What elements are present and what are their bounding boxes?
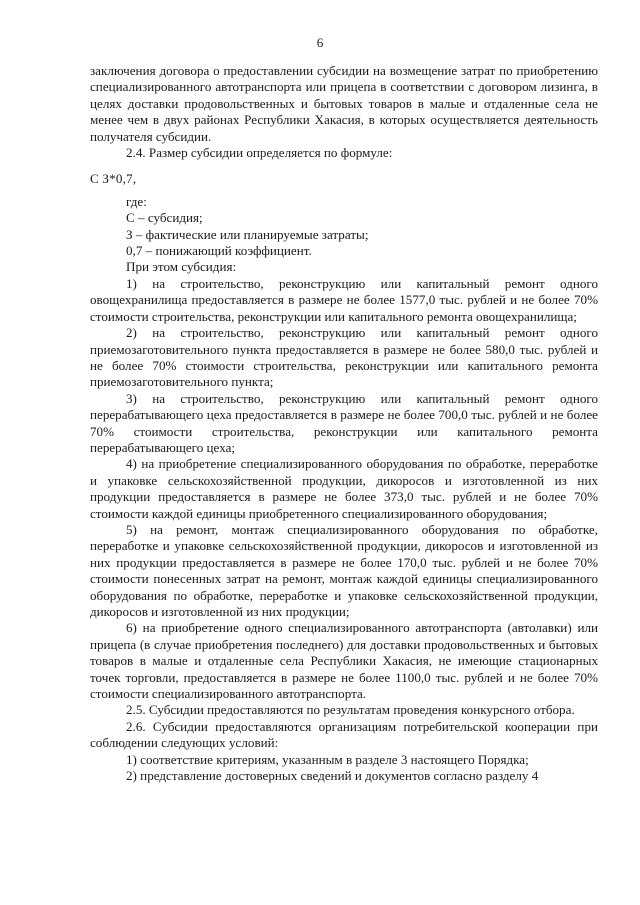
paragraph-2-4: 2.4. Размер субсидии определяется по формуле: — [126, 145, 393, 161]
definition-costs: З – фактические или планируемые затраты; — [126, 226, 369, 242]
document-body — [90, 63, 598, 784]
formula-where-label: где: — [126, 193, 147, 209]
paragraph-2-5: 2.5. Субсидии предоставляются по результатам проведения конкурсного отбора. — [126, 702, 575, 718]
definition-coefficient: 0,7 – понижающий коэффициент. — [126, 243, 312, 259]
definition-subsidy: С – субсидия; — [126, 210, 203, 226]
list-item-3: 3) на строительство, реконструкцию или капитальный ремонт одного перерабатывающего цеха предоставляется в размере не более 700,0 тыс. рублей и не более 70% стоимости строительства, реконструкции или капитального ремонта перерабатывающего цеха; — [90, 390, 598, 455]
condition-1: 1) соответствие критериям, указанным в разделе 3 настоящего Порядка; — [126, 751, 529, 767]
list-item-6: 6) на приобретение одного специализированного автотранспорта (автолавки) или прицепа (в случае приобретения последнего) для доставки продовольственных и бытовых товаров в малые и отдаленные села Республики Хакасия, не имеющие стационарных точек торговли, предоставляется в размере не более 1100,0 тыс. рублей и не более 70% стоимости специализированного автотранспорта. — [90, 620, 598, 702]
formula: С З*0,7, — [90, 171, 137, 187]
page-number: 6 — [316, 35, 324, 50]
list-item-1: 1) на строительство, реконструкцию или капитальный ремонт одного овощехранилища предоставляется в размере не более 1577,0 тыс. рублей и не более 70% стоимости строительства, реконструкции или капитального ремонта овощехранилища; — [90, 275, 598, 324]
paragraph-2-6: 2.6. Субсидии предоставляются организациям потребительской кооперации при соблюдении следующих условий: — [90, 718, 598, 751]
list-item-4: 4) на приобретение специализированного оборудования по обработке, переработке и упаковке сельскохозяйственной продукции, дикоросов и изготовленной из них продукции предоставляется в размере не более 373,0 тыс. рублей и не более 70% стоимости каждой единицы приобретенного специализированного оборудования; — [90, 456, 598, 521]
list-item-2: 2) на строительство, реконструкцию или капитальный ремонт одного приемозаготовительного пункта предоставляется в размере не более 580,0 тыс. рублей и не более 70% стоимости строительства, реконструкции или капитального ремонта приемозаготовительного пункта; — [90, 325, 598, 390]
paragraph-continuation: заключения договора о предоставлении субсидии на возмещение затрат по приобретению специализированного автотранспорта или прицепа в соответствии с договором лизинга, в целях доставки продовольственных и бытовых товаров в малые и отдаленные села не менее чем в двух районах Республики Хакасия, в которых осуществляется деятельность получателя субсидии. — [90, 63, 598, 144]
list-item-5: 5) на ремонт, монтаж специализированного оборудования по обработке, переработке и упаковке сельскохозяйственной продукции, дикоросов и изготовленной из них продукции предоставляется в размере не более 170,0 тыс. рублей и не более 70% стоимости понесенных затрат на ремонт, монтаж каждой единицы специализированного оборудования по обработке, переработке и упаковке сельскохозяйственной продукции, дикоросов и изготовленной из них продукции; — [90, 521, 598, 619]
list-intro: При этом субсидия: — [126, 259, 237, 275]
condition-2: 2) представление достоверных сведений и документов согласно разделу 4 — [126, 768, 539, 784]
